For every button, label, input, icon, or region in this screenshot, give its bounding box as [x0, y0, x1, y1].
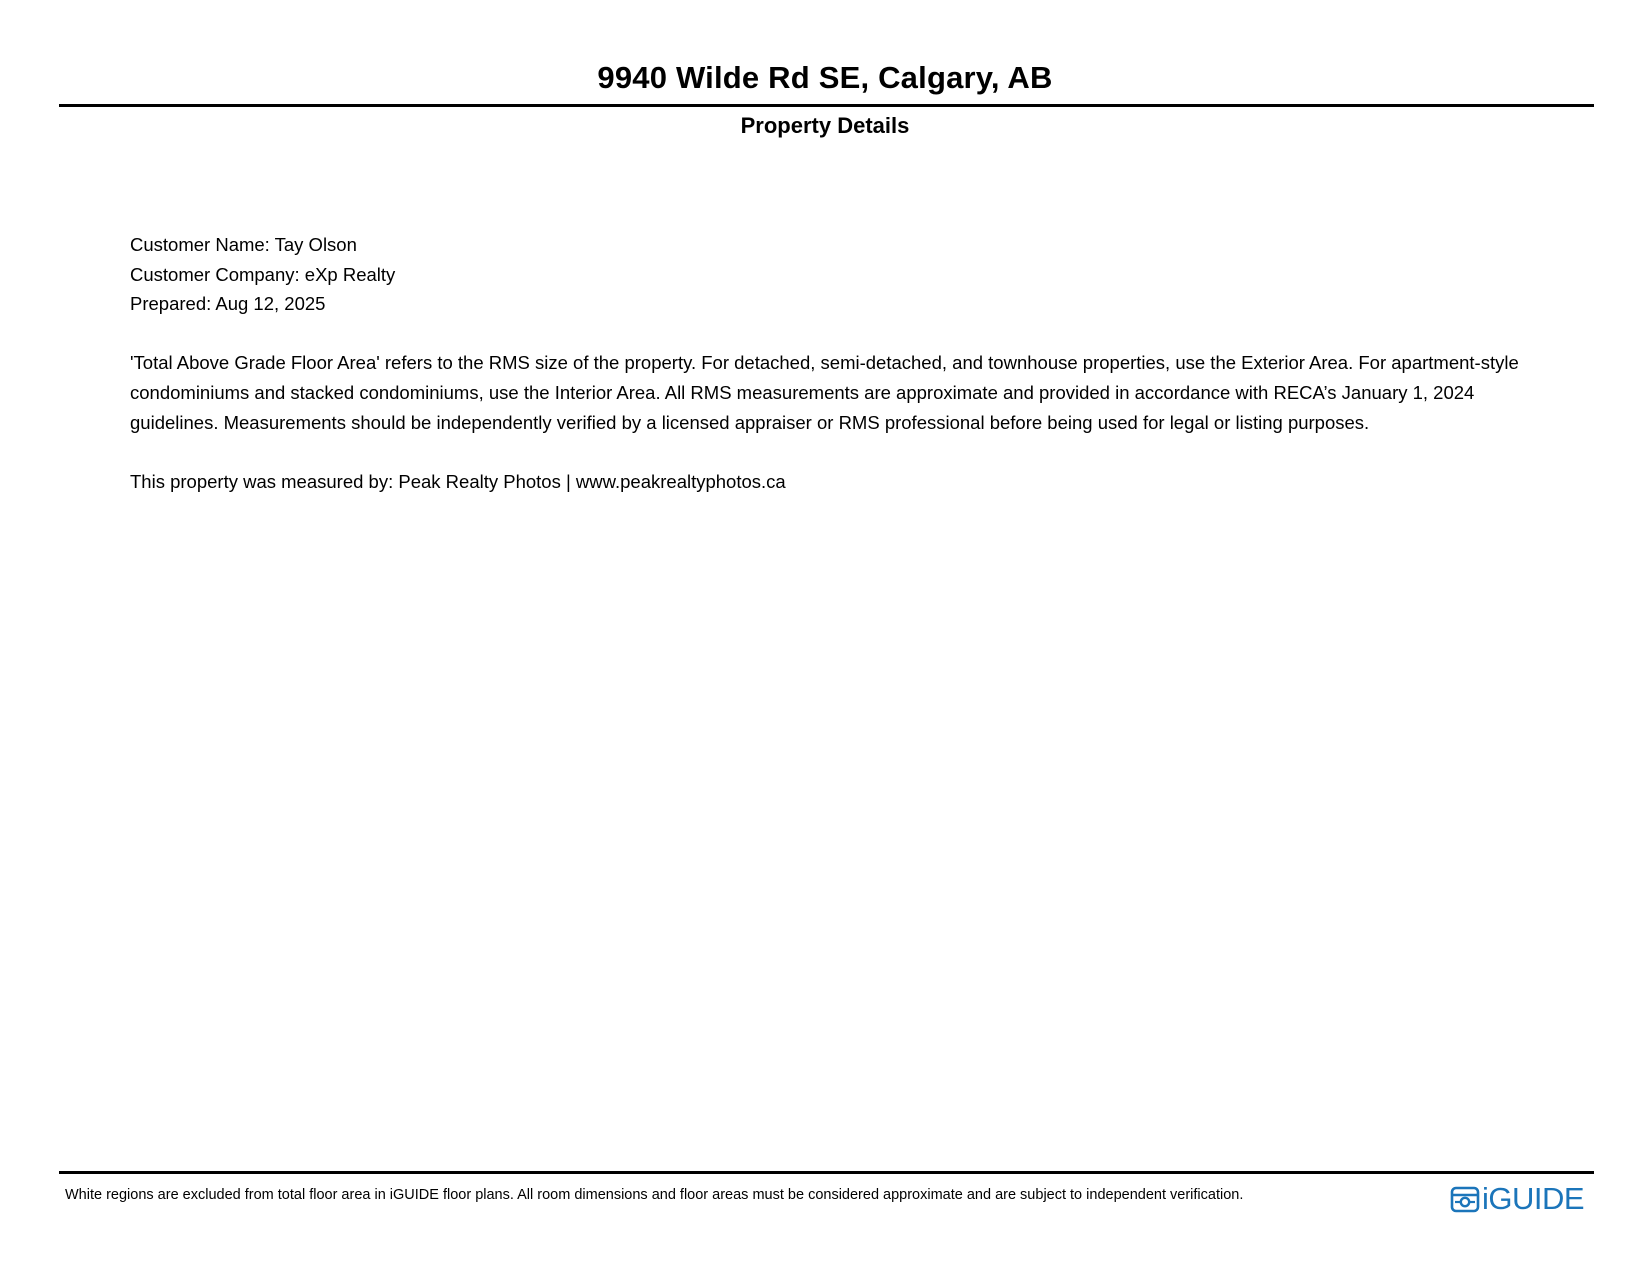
footer-note: White regions are excluded from total floor area in iGUIDE floor plans. All room dimensions and floor areas must be considered approximate and are subject to independent verification. — [65, 1187, 1244, 1203]
camera-box-icon — [1450, 1184, 1480, 1214]
prepared-date: Prepared: Aug 12, 2025 — [130, 293, 326, 315]
top-divider — [59, 104, 1594, 107]
section-title: Property Details — [740, 113, 910, 138]
bottom-divider — [59, 1171, 1594, 1174]
customer-name: Customer Name: Tay Olson — [130, 234, 357, 255]
measured-by: This property was measured by: Peak Realty Photos | www.peakrealtyphotos.ca — [130, 470, 786, 492]
rms-disclaimer: 'Total Above Grade Floor Area' refers to the RMS size of the property. For detached, semi-detached, and townhouse properties, use the Exterior Area. For apartment-style condominiums and stacked condominiums, use the Interior Area. All RMS measurements are approximate and provided in accordance with RECA’s January 1, 2024 guidelines. Measurements should be independently verified by a licensed appraiser or RMS professional before being used for legal or listing purposes. — [130, 352, 1519, 433]
page-title: 9940 Wilde Rd SE, Calgary, AB — [597, 60, 1053, 95]
spacer — [130, 437, 1530, 467]
iguide-logo — [1450, 1183, 1584, 1215]
property-details — [130, 230, 1530, 496]
customer-company: Customer Company: eXp Realty — [130, 263, 396, 285]
spacer — [130, 319, 1530, 349]
logo-text: iGUIDE — [1482, 1181, 1585, 1216]
